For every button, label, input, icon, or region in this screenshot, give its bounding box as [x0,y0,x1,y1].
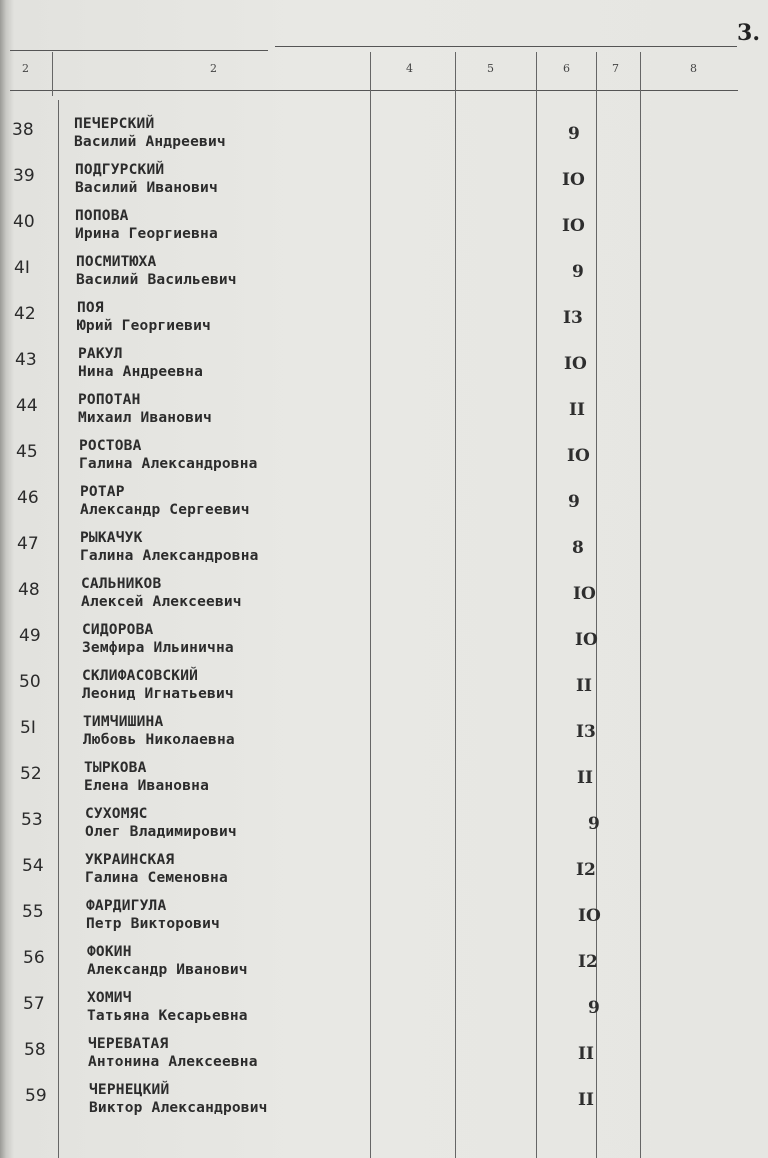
surname: ПОПОВА [75,208,129,224]
surname: ПОЯ [77,300,104,316]
row-number: 50 [19,672,41,692]
column-header: 2 [210,62,217,75]
header-bottom-rule [10,90,738,91]
table-row [0,806,768,852]
given-name: Елена Ивановна [84,778,210,794]
column-header: 8 [690,62,697,75]
given-name: Олег Владимирович [85,824,237,840]
given-name: Галина Александровна [79,456,258,472]
surname: РОПОТАН [78,392,141,408]
value-cell: II [578,1090,594,1110]
row-number: 40 [13,212,35,232]
surname: УКРАИНСКАЯ [85,852,175,868]
row-number: 56 [23,948,45,968]
table-row [0,346,768,392]
row-number: 46 [17,488,39,508]
value-cell: IO [573,584,596,604]
surname: ФАРДИГУЛА [86,898,167,914]
surname: ПЕЧЕРСКИЙ [74,116,155,132]
table-row [0,208,768,254]
table-row [0,438,768,484]
surname: СУХОМЯС [85,806,148,822]
surname: ЧЕРЕВАТАЯ [88,1036,169,1052]
given-name: Александр Иванович [87,962,248,978]
table-row [0,484,768,530]
row-number: 38 [12,120,34,140]
value-cell: II [578,1044,594,1064]
surname: САЛЬНИКОВ [81,576,162,592]
row-number: 57 [23,994,45,1014]
table-row [0,760,768,806]
header-top-rule [275,46,737,47]
row-number: 52 [20,764,42,784]
column-header: 6 [563,62,570,75]
header-top-rule [10,50,268,51]
surname: ЧЕРНЕЦКИЙ [89,1082,170,1098]
value-cell: I2 [578,952,598,972]
page-number: 3. [737,20,760,46]
given-name: Василий Андреевич [74,134,226,150]
surname: СКЛИФАСОВСКИЙ [82,668,199,684]
value-cell: I2 [576,860,596,880]
table-row [0,1036,768,1082]
table-row [0,944,768,990]
column-header: 4 [406,62,413,75]
given-name: Михаил Иванович [78,410,212,426]
given-name: Татьяна Кесарьевна [87,1008,248,1024]
surname: ТЫРКОВА [84,760,147,776]
given-name: Василий Иванович [75,180,218,196]
table-row [0,530,768,576]
table-row [0,990,768,1036]
given-name: Галина Семеновна [85,870,228,886]
row-number: 39 [13,166,35,186]
surname: ПОСМИТЮХА [76,254,157,270]
given-name: Леонид Игнатьевич [82,686,234,702]
row-number: 42 [14,304,36,324]
value-cell: 9 [568,492,580,512]
value-cell: IO [578,906,601,926]
row-number: 5I [20,718,36,738]
value-cell: 9 [568,124,580,144]
given-name: Петр Викторович [86,916,220,932]
row-number: 58 [24,1040,46,1060]
row-number: 59 [25,1086,47,1106]
row-number: 43 [15,350,37,370]
value-cell: 9 [588,814,600,834]
value-cell: IO [567,446,590,466]
surname: РЫКАЧУК [80,530,143,546]
column-header: 7 [612,62,619,75]
value-cell: II [577,768,593,788]
value-cell: IO [575,630,598,650]
given-name: Любовь Николаевна [83,732,235,748]
surname: РОТАР [80,484,125,500]
surname: РАКУЛ [78,346,123,362]
row-number: 45 [16,442,38,462]
surname: РОСТОВА [79,438,142,454]
table-row [0,576,768,622]
row-number: 47 [17,534,39,554]
given-name: Виктор Александрович [89,1100,268,1116]
table-row [0,1082,768,1128]
surname: СИДОРОВА [82,622,154,638]
given-name: Юрий Георгиевич [77,318,211,334]
table-row [0,622,768,668]
given-name: Алексей Алексеевич [81,594,242,610]
surname: ХОМИЧ [87,990,132,1006]
value-cell: I3 [576,722,596,742]
value-cell: I3 [563,308,583,328]
table-row [0,162,768,208]
row-number: 54 [22,856,44,876]
surname: ФОКИН [87,944,132,960]
row-number: 49 [19,626,41,646]
row-number: 55 [22,902,44,922]
value-cell: IO [562,170,585,190]
value-cell: II [576,676,592,696]
given-name: Нина Андреевна [78,364,204,380]
given-name: Василий Васильевич [76,272,237,288]
table-row [0,714,768,760]
row-number: 53 [21,810,43,830]
table-row [0,668,768,714]
column-header: 5 [487,62,494,75]
table-row [0,254,768,300]
value-cell: IO [564,354,587,374]
value-cell: 9 [588,998,600,1018]
row-number: 4I [14,258,30,278]
value-cell: II [569,400,585,420]
table-row [0,300,768,346]
value-cell: 8 [572,538,584,558]
table-row [0,392,768,438]
row-number: 44 [16,396,38,416]
given-name: Галина Александровна [80,548,259,564]
given-name: Антонина Алексеевна [88,1054,258,1070]
table-row [0,898,768,944]
given-name: Земфира Ильинична [82,640,234,656]
value-cell: 9 [572,262,584,282]
surname: ПОДГУРСКИЙ [75,162,165,178]
given-name: Александр Сергеевич [80,502,250,518]
table-row [0,116,768,162]
surname: ТИМЧИШИНА [83,714,164,730]
column-divider [52,52,53,96]
value-cell: IO [562,216,585,236]
column-header: 2 [22,62,29,75]
row-number: 48 [18,580,40,600]
given-name: Ирина Георгиевна [75,226,218,242]
table-row [0,852,768,898]
